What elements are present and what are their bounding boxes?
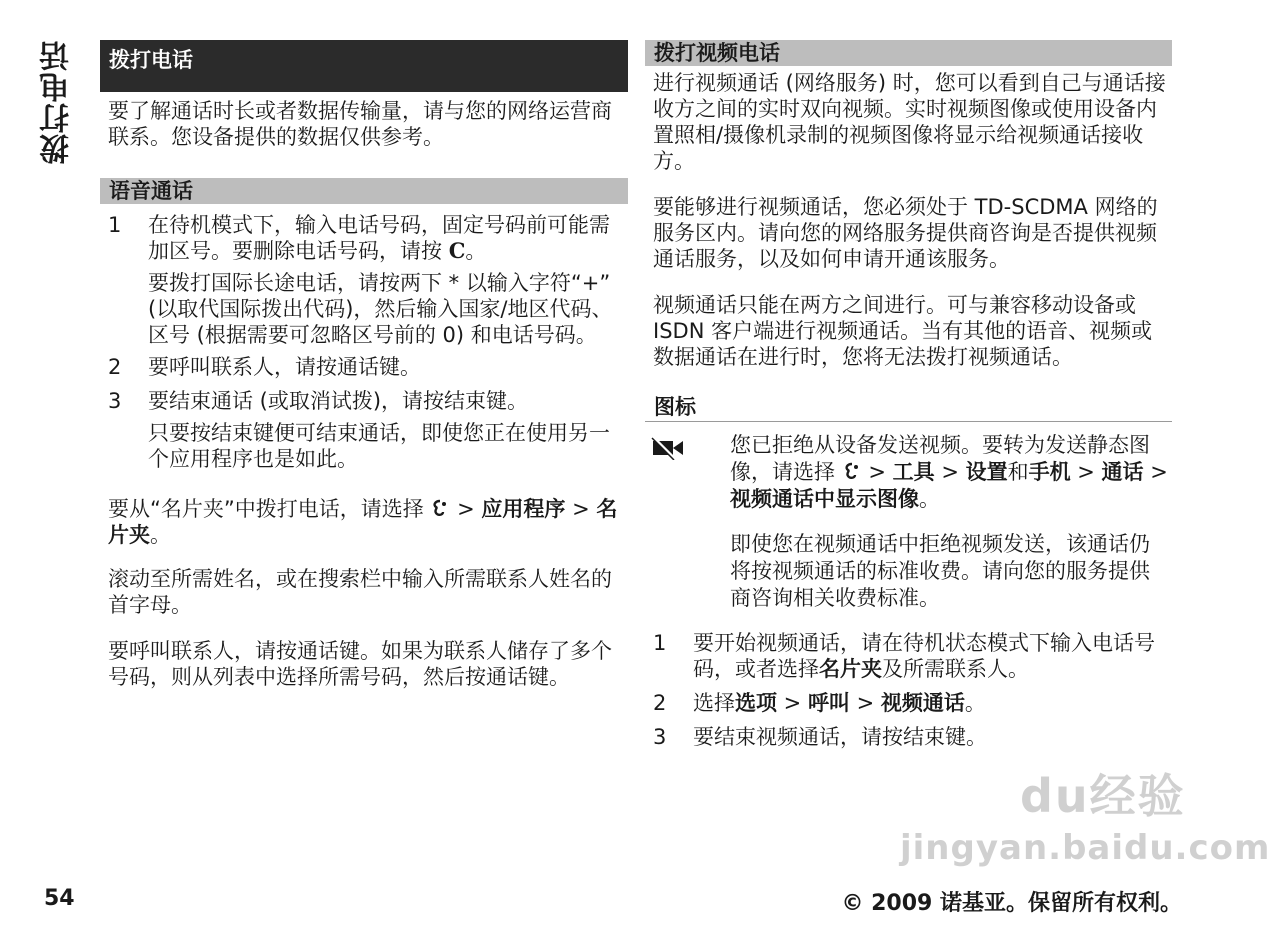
list-number: 3 xyxy=(108,389,122,413)
clear-key-icon: C xyxy=(448,238,466,263)
list-item xyxy=(108,212,628,264)
page-number: 54 xyxy=(44,886,75,911)
side-chapter-title: 拨打电话 xyxy=(40,40,75,164)
watermark-url: jingyan.baidu.com xyxy=(900,828,1271,868)
call-duration-paragraph: 要了解通话时长或者数据传输量，请与您的网络运营商联系。您设备提供的数据仅供参考。 xyxy=(108,99,612,149)
section-heading-video-call: 拨打视频电话 xyxy=(645,40,1172,66)
list-item xyxy=(108,388,628,414)
list-item xyxy=(108,354,628,380)
video-call-parties-paragraph: 视频通话只能在两方之间进行。可与兼容移动设备或 ISDN 客户端进行视频通话。当有其他的语音、视频或数据通话在进行时，您将无法拨打视频通话。 xyxy=(653,293,1153,369)
list-item xyxy=(653,630,1172,682)
icon-charge-note: 即使您在视频通话中拒绝视频发送，该通话仍将按视频通话的标准收费。请向您的服务提供商咨询相关收费标准。 xyxy=(730,532,1150,610)
list-text: 要结束通话 (或取消试拨)，请按结束键。 xyxy=(148,389,529,413)
scroll-search-paragraph: 滚动至所需姓名，或在搜索栏中输入所需联系人姓名的首字母。 xyxy=(108,567,612,617)
watermark xyxy=(900,740,1271,870)
list-number: 2 xyxy=(653,691,667,715)
list-number: 3 xyxy=(653,725,667,749)
contacts-call-paragraph: 要从“名片夹”中拨打电话，请选择 > 应用程序 > 名片夹。 xyxy=(108,497,618,547)
list-item xyxy=(653,690,1172,716)
list-text: 要结束视频通话，请按结束键。 xyxy=(693,725,987,749)
list-item xyxy=(653,724,1172,750)
video-call-intro-paragraph: 进行视频通话 (网络服务) 时，您可以看到自己与通话接收方之间的实时双向视频。实时视频图像或使用设备内置照相/摄像机录制的视频图像将显示给视频通话接收方。 xyxy=(653,71,1166,173)
video-blocked-icon xyxy=(645,432,730,612)
list-number: 1 xyxy=(653,631,667,655)
video-call-network-paragraph: 要能够进行视频通话，您必须处于 TD-SCDMA 网络的服务区内。请向您的网络服务提供商咨询是否提供视频通话服务，以及如何申请开通该服务。 xyxy=(653,195,1158,271)
list-number: 1 xyxy=(108,213,122,237)
call-contact-paragraph: 要呼叫联系人，请按通话键。如果为联系人储存了多个号码，则从列表中选择所需号码，然后按通话键。 xyxy=(108,639,612,689)
watermark-brand: du经验 xyxy=(1020,769,1186,823)
section-heading-voice-call: 语音通话 xyxy=(100,178,628,204)
menu-key-icon xyxy=(430,497,457,521)
icon-description-row xyxy=(645,432,1172,612)
menu-key-icon xyxy=(842,460,862,484)
icon-description xyxy=(730,432,1172,612)
section-heading-make-call: 拨打电话 xyxy=(100,40,628,92)
icon-description-text: 您已拒绝从设备发送视频。要转为发送静态图像，请选择 > 工具 > 设置和手机 > 通话 > 视频通话中显示图像。 xyxy=(730,433,1168,511)
list-text: 要开始视频通话，请在待机状态模式下输入电话号码，或者选择名片夹及所需联系人。 xyxy=(693,631,1155,681)
right-column xyxy=(645,40,1172,750)
end-call-note: 只要按结束键便可结束通话，即使您正在使用另一个应用程序也是如此。 xyxy=(148,421,610,471)
list-text: 要呼叫联系人，请按通话键。 xyxy=(148,355,421,379)
left-column xyxy=(100,40,628,690)
international-call-note: 要拨打国际长途电话，请按两下 * 以输入字符“+” (以取代国际拨出代码)，然后输入国家/地区代码、区号 (根据需要可忽略区号前的 0) 和电话号码。 xyxy=(148,271,613,347)
list-text: 在待机模式下，输入电话号码，固定号码前可能需加区号。要删除电话号码，请按 C。 xyxy=(148,213,610,263)
list-text: 选择选项 > 呼叫 > 视频通话。 xyxy=(693,691,986,715)
list-number: 2 xyxy=(108,355,122,379)
copyright-notice: © 2009 诺基亚。保留所有权利。 xyxy=(841,891,1182,916)
section-heading-icons: 图标 xyxy=(645,392,1172,422)
